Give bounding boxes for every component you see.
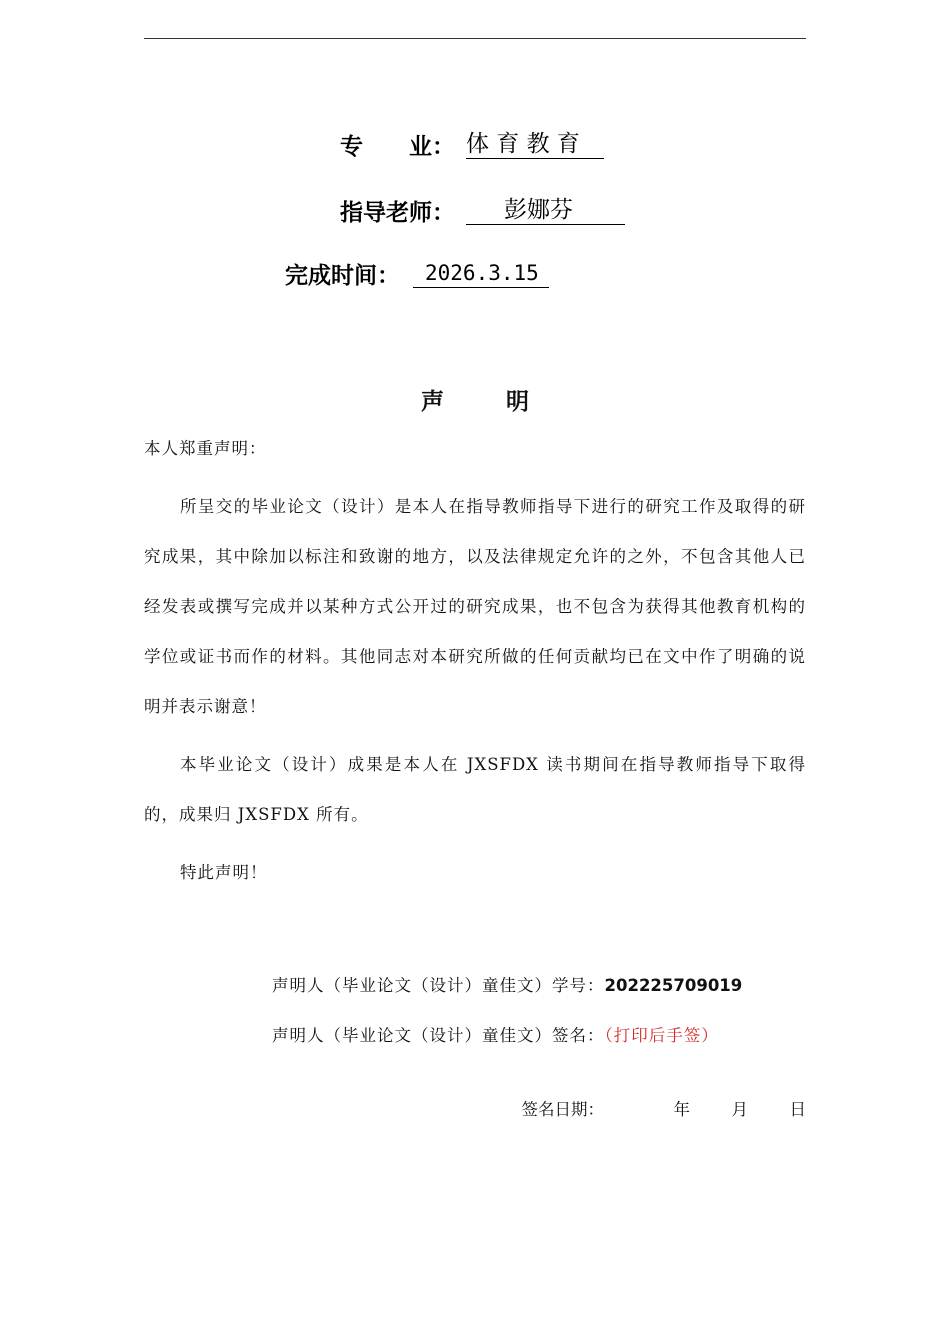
major-value: 体 育 教 育 bbox=[466, 130, 604, 159]
signature-date-label: 签名日期： bbox=[521, 1100, 604, 1119]
header-rule bbox=[144, 38, 806, 39]
date-month: 月 bbox=[731, 1100, 748, 1119]
declaration-closing: 特此声明！ bbox=[180, 863, 268, 882]
completion-date-label: 完成时间： bbox=[285, 263, 400, 289]
advisor-label: 指导老师： bbox=[340, 200, 455, 226]
student-id-label: 声明人（毕业论文（设计）童佳文）学号： bbox=[272, 976, 605, 995]
signature-label: 声明人（毕业论文（设计）童佳文）签名： bbox=[272, 1026, 605, 1045]
signature-note: （打印后手签） bbox=[604, 1026, 719, 1045]
date-year: 年 bbox=[673, 1100, 690, 1119]
student-id-line bbox=[272, 972, 742, 996]
major-label: 专 业： bbox=[340, 134, 455, 160]
signature-date-line bbox=[522, 1096, 807, 1120]
declaration-body bbox=[144, 424, 806, 898]
student-id-value: 202225709019 bbox=[604, 976, 743, 995]
completion-date-value: 2026.3.15 bbox=[413, 259, 549, 288]
advisor-value: 彭娜芬 bbox=[466, 196, 625, 225]
signature-line bbox=[272, 1022, 719, 1046]
declaration-paragraph-1: 所呈交的毕业论文（设计）是本人在指导教师指导下进行的研究工作及取得的研究成果，其中除加以标注和致谢的地方，以及法律规定允许的之外，不包含其他人已经发表或撰写完成并以某种方式公开过的研究成果，也不包含为获得其他教育机构的学位或证书而作的材料。其他同志对本研究所做的任何贡献均已在文中作了明确的说明并表示谢意！ bbox=[144, 497, 806, 716]
date-day: 日 bbox=[789, 1100, 806, 1119]
declaration-paragraph-2: 本毕业论文（设计）成果是本人在 JXSFDX 读书期间在指导教师指导下取得的，成果归 JXSFDX 所有。 bbox=[144, 755, 806, 824]
declaration-opening: 本人郑重声明： bbox=[144, 439, 267, 458]
declaration-title: 声明 bbox=[421, 388, 591, 415]
